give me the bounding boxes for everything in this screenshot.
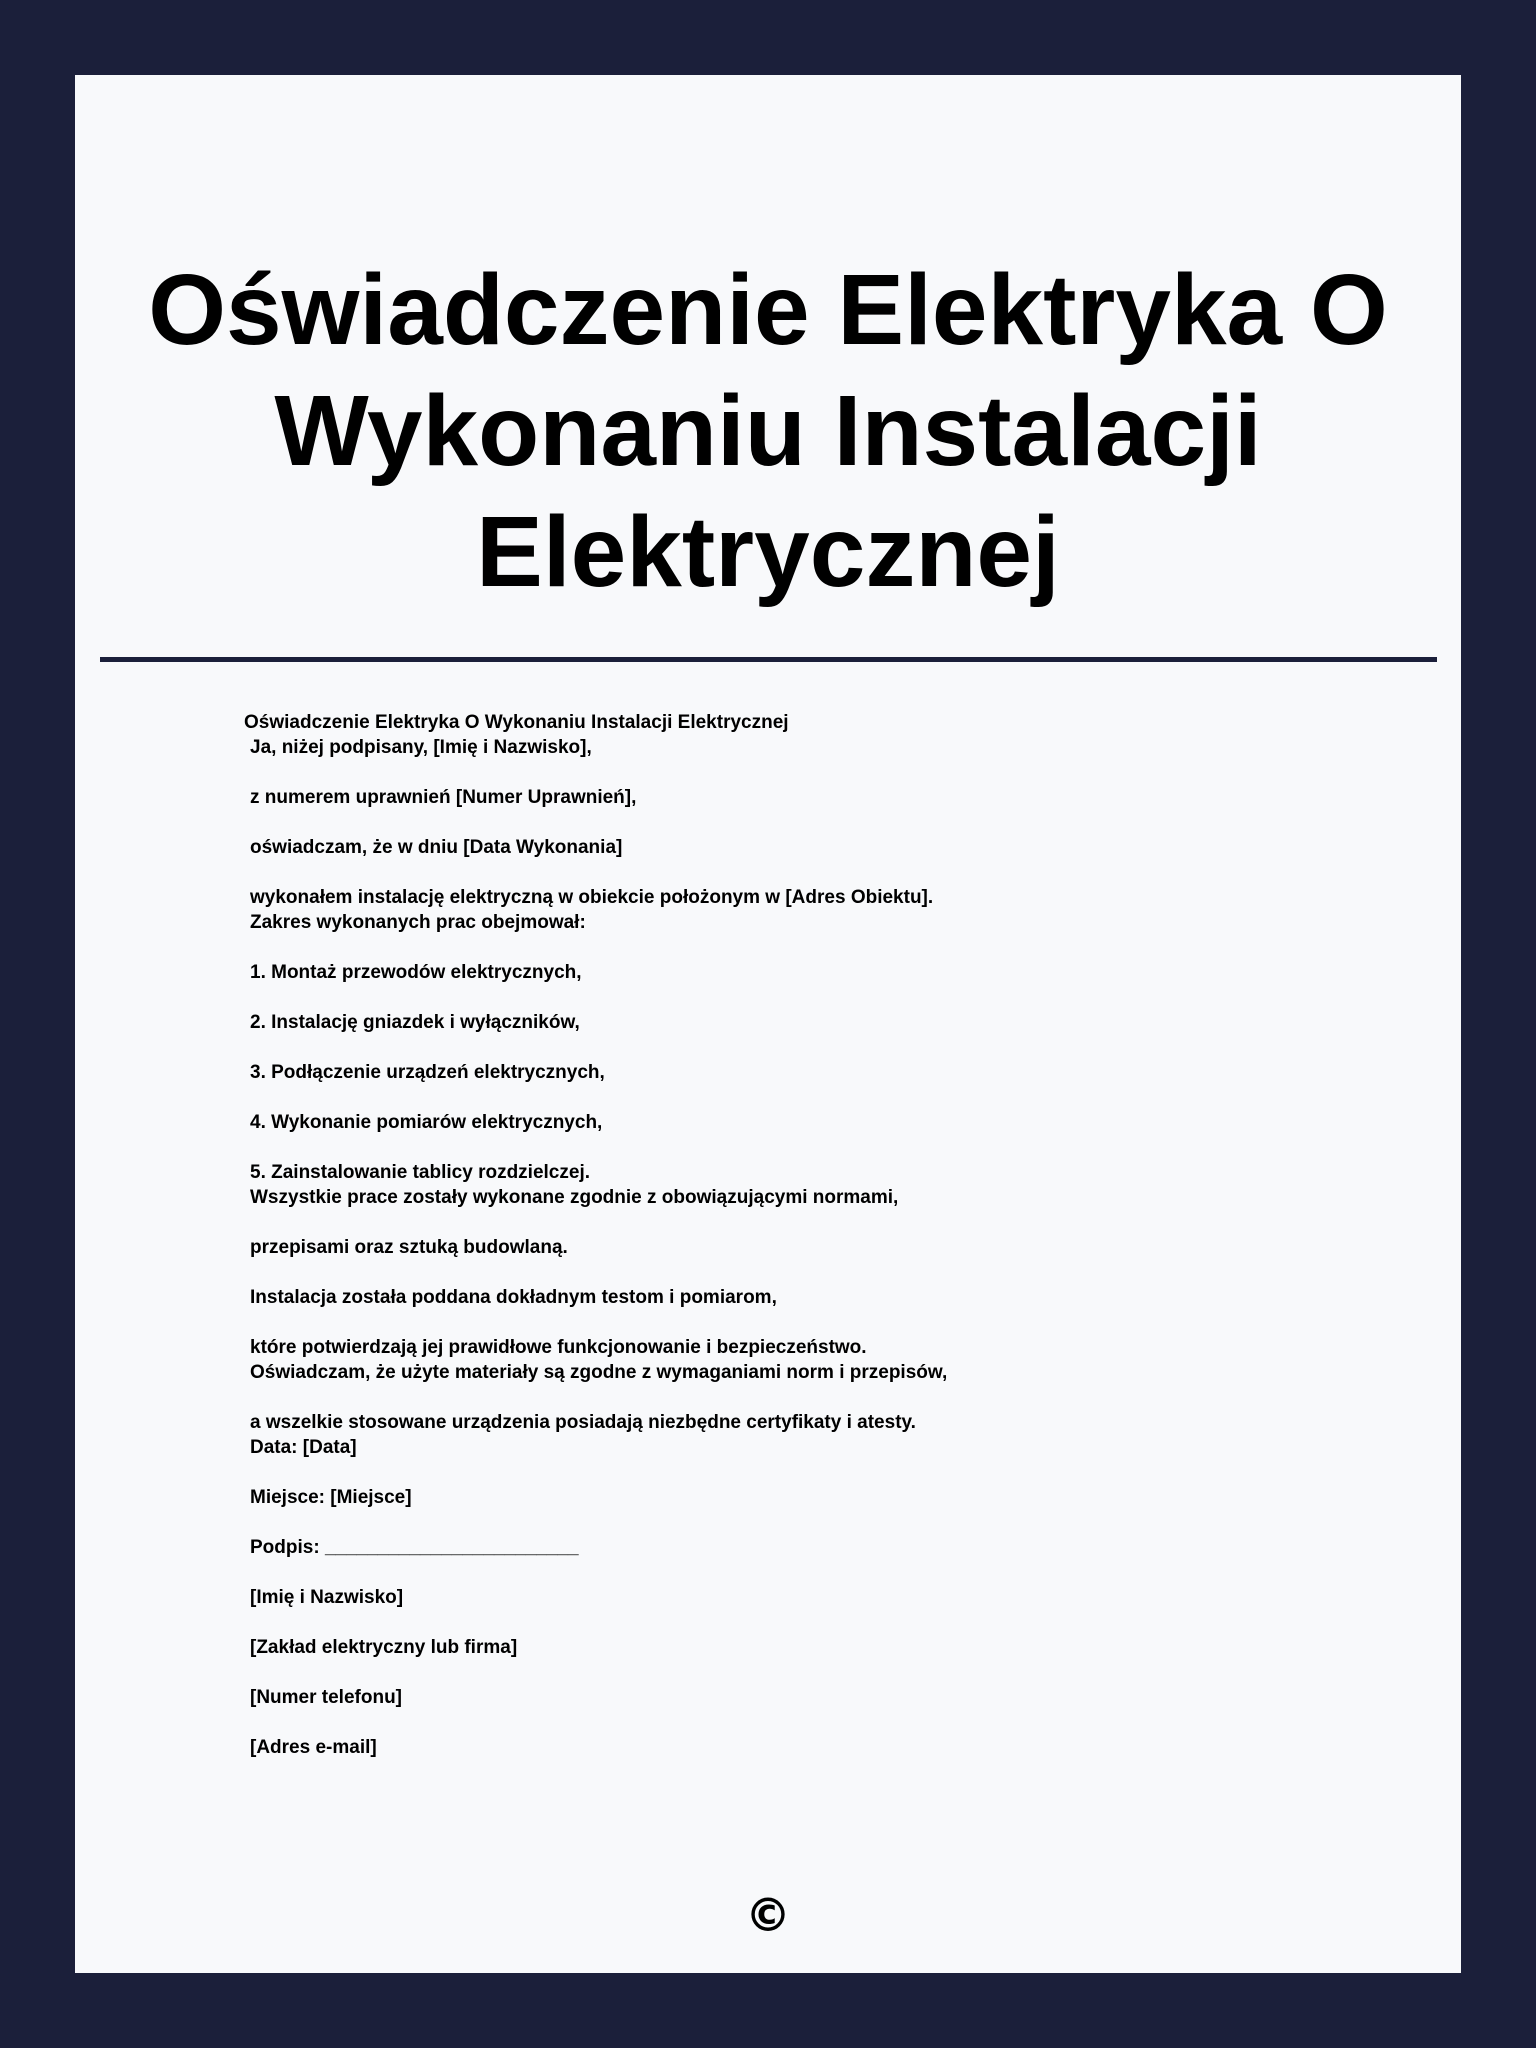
line-gap (250, 1460, 1350, 1485)
line-gap (250, 1660, 1350, 1685)
line-gap (250, 1385, 1350, 1410)
line-gap (250, 1510, 1350, 1535)
paragraph-5-line-7: [Adres e-mail] (250, 1737, 377, 1758)
paragraph-1-line-3: oświadczam, że w dniu [Data Wykonania] (250, 837, 623, 858)
document-page (75, 75, 1461, 1973)
paragraph-4-line-2: a wszelkie stosowane urządzenia posiadają niezbędne certyfikaty i atesty. (250, 1412, 916, 1433)
paragraph-2-line-1: Zakres wykonanych prac obejmował: (250, 912, 586, 933)
page-title: Oświadczenie Elektryka O Wykonaniu Instalacji Elektrycznej (148, 254, 1388, 608)
paragraph-1-line-2: z numerem uprawnień [Numer Uprawnień], (250, 787, 637, 808)
line-gap (250, 810, 1350, 835)
paragraph-1-line-4: wykonałem instalację elektryczną w obiekcie położonym w [Adres Obiektu]. (250, 887, 934, 908)
document-heading: Oświadczenie Elektryka O Wykonaniu Instalacji Elektrycznej (244, 712, 789, 733)
line-gap (250, 1260, 1350, 1285)
paragraph-4-line-1: Oświadczam, że użyte materiały są zgodne z wymaganiami norm i przepisów, (250, 1362, 948, 1383)
line-gap (250, 935, 1350, 960)
paragraph-3-line-3: Instalacja została poddana dokładnym testom i pomiarom, (250, 1287, 777, 1308)
line-gap (250, 1310, 1350, 1335)
line-gap (250, 1560, 1350, 1585)
paragraph-1-line-1: Ja, niżej podpisany, [Imię i Nazwisko], (250, 737, 592, 758)
line-gap (250, 1710, 1350, 1735)
line-gap (250, 1035, 1350, 1060)
paragraph-5-line-1: Data: [Data] (250, 1437, 357, 1458)
paragraph-2-line-6: 5. Zainstalowanie tablicy rozdzielczej. (250, 1162, 590, 1183)
paragraph-2-line-3: 2. Instalację gniazdek i wyłączników, (250, 1012, 580, 1033)
paragraph-3-line-1: Wszystkie prace zostały wykonane zgodnie z obowiązującymi normami, (250, 1187, 899, 1208)
line-gap (250, 1085, 1350, 1110)
document-body (244, 710, 1350, 1760)
line-gap (250, 860, 1350, 885)
line-gap (250, 985, 1350, 1010)
title-divider (100, 657, 1437, 662)
line-gap (250, 760, 1350, 785)
copyright-symbol: © (745, 1888, 791, 1942)
paragraph-5-line-3: Podpis: ________________________ (250, 1537, 579, 1558)
paragraph-2-line-5: 4. Wykonanie pomiarów elektrycznych, (250, 1112, 603, 1133)
paragraph-2-line-2: 1. Montaż przewodów elektrycznych, (250, 962, 582, 983)
line-gap (250, 1610, 1350, 1635)
line-gap (250, 1135, 1350, 1160)
paragraph-3-line-2: przepisami oraz sztuką budowlaną. (250, 1237, 568, 1258)
paragraph-5-line-4: [Imię i Nazwisko] (250, 1587, 404, 1608)
paragraph-2-line-4: 3. Podłączenie urządzeń elektrycznych, (250, 1062, 605, 1083)
line-gap (250, 1210, 1350, 1235)
paragraph-5-line-2: Miejsce: [Miejsce] (250, 1487, 412, 1508)
paragraph-3-line-4: które potwierdzają jej prawidłowe funkcjonowanie i bezpieczeństwo. (250, 1337, 867, 1358)
paragraph-5-line-6: [Numer telefonu] (250, 1687, 402, 1708)
paragraph-5-line-5: [Zakład elektryczny lub firma] (250, 1637, 518, 1658)
